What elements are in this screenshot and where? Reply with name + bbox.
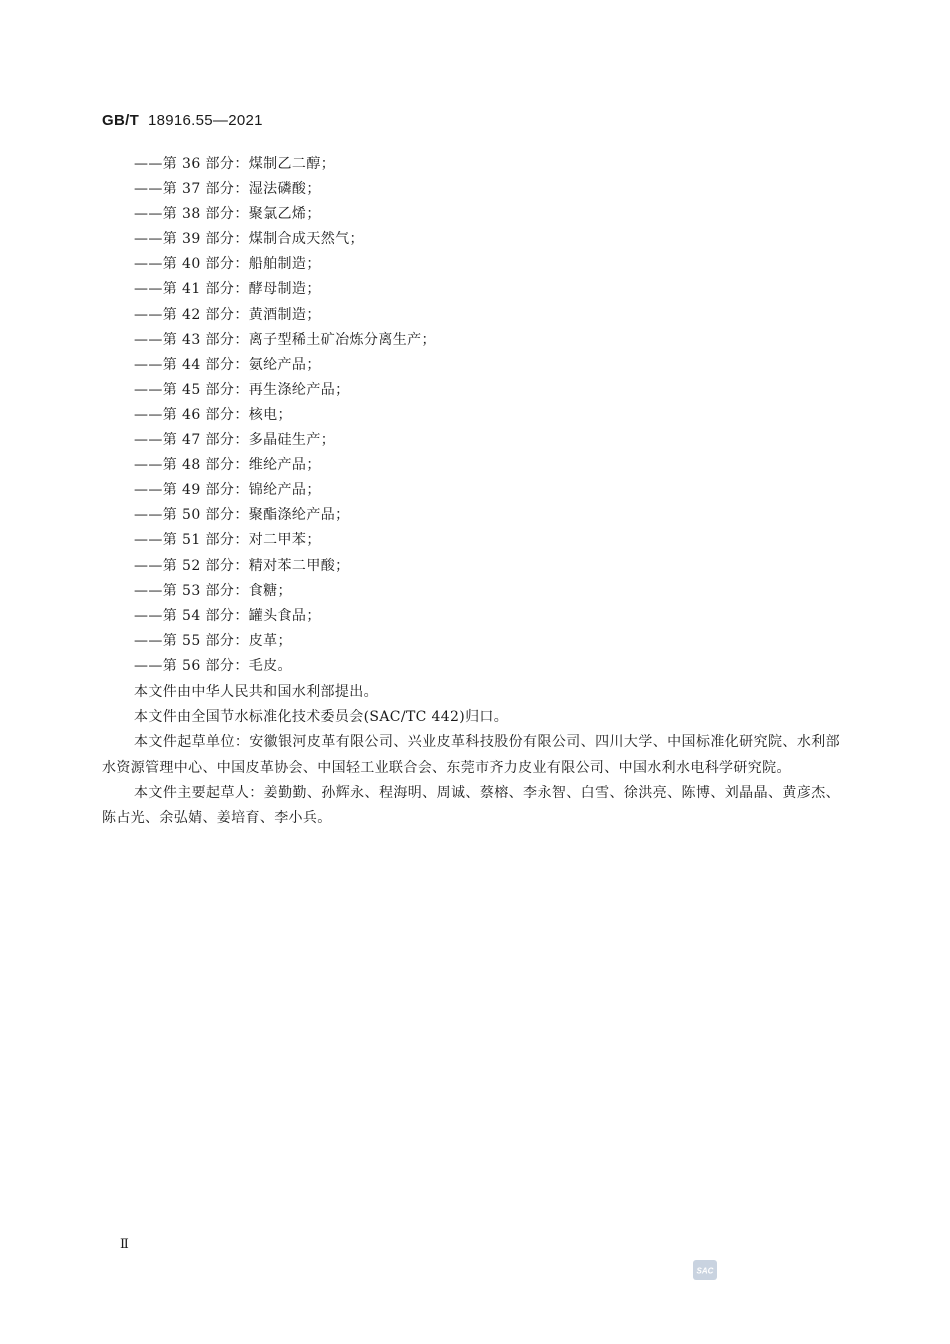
list-item: ——第 43 部分：离子型稀土矿冶炼分离生产；	[134, 331, 436, 348]
list-item: ——第 39 部分：煤制合成天然气；	[134, 231, 364, 248]
list-item: ——第 42 部分：黄酒制造；	[134, 306, 321, 323]
list-item: ——第 47 部分：多晶硅生产；	[134, 432, 336, 449]
list-item: ——第 37 部分：湿法磷酸；	[134, 181, 321, 198]
svg-text:SAC: SAC	[696, 1266, 714, 1276]
list-item: ——第 45 部分：再生涤纶产品；	[134, 381, 350, 398]
drafters-paragraph: 本文件主要起草人：姜勤勤、孙辉永、程海明、周诚、蔡榕、李永智、白雪、徐洪亮、陈博、刘晶晶、黄彦杰、陈占光、余弘婧、姜培育、李小兵。	[102, 784, 840, 827]
standard-code	[102, 112, 263, 129]
page-number: Ⅱ	[120, 1237, 129, 1252]
list-item: ——第 49 部分：锦纶产品；	[134, 482, 321, 499]
drafting-units-paragraph: 本文件起草单位：安徽银河皮革有限公司、兴业皮革科技股份有限公司、四川大学、中国标准化研究院、水利部水资源管理中心、中国皮革协会、中国轻工业联合会、东莞市齐力皮业有限公司、中国水利水电科学研究院。	[102, 734, 840, 776]
list-item: ——第 54 部分：罐头食品；	[134, 607, 321, 624]
foreword-body	[102, 680, 840, 831]
list-item: ——第 36 部分：煤制乙二醇；	[134, 156, 336, 172]
list-item: ——第 38 部分：聚氯乙烯；	[134, 206, 321, 223]
parts-list	[134, 152, 436, 679]
standard-prefix: GB/T	[102, 112, 140, 129]
list-item: ——第 48 部分：维纶产品；	[134, 457, 321, 474]
proposer-paragraph: 本文件由中华人民共和国水利部提出。	[134, 684, 378, 700]
standard-number: 18916.55—2021	[147, 112, 263, 129]
list-item: ——第 56 部分：毛皮。	[134, 657, 292, 674]
list-item: ——第 52 部分：精对苯二甲酸；	[134, 557, 350, 574]
list-item: ——第 53 部分：食糖；	[134, 582, 292, 599]
sac-logo-icon	[692, 1259, 718, 1281]
list-item: ——第 50 部分：聚酯涤纶产品；	[134, 507, 350, 524]
committee-paragraph: 本文件由全国节水标准化技术委员会(SAC/TC 442)归口。	[134, 709, 509, 726]
list-item: ——第 51 部分：对二甲苯；	[134, 532, 321, 549]
list-item: ——第 41 部分：酵母制造；	[134, 281, 321, 298]
list-item: ——第 40 部分：船舶制造；	[134, 256, 321, 273]
list-item: ——第 44 部分：氨纶产品；	[134, 356, 321, 373]
list-item: ——第 46 部分：核电；	[134, 406, 292, 423]
list-item: ——第 55 部分：皮革；	[134, 632, 292, 649]
